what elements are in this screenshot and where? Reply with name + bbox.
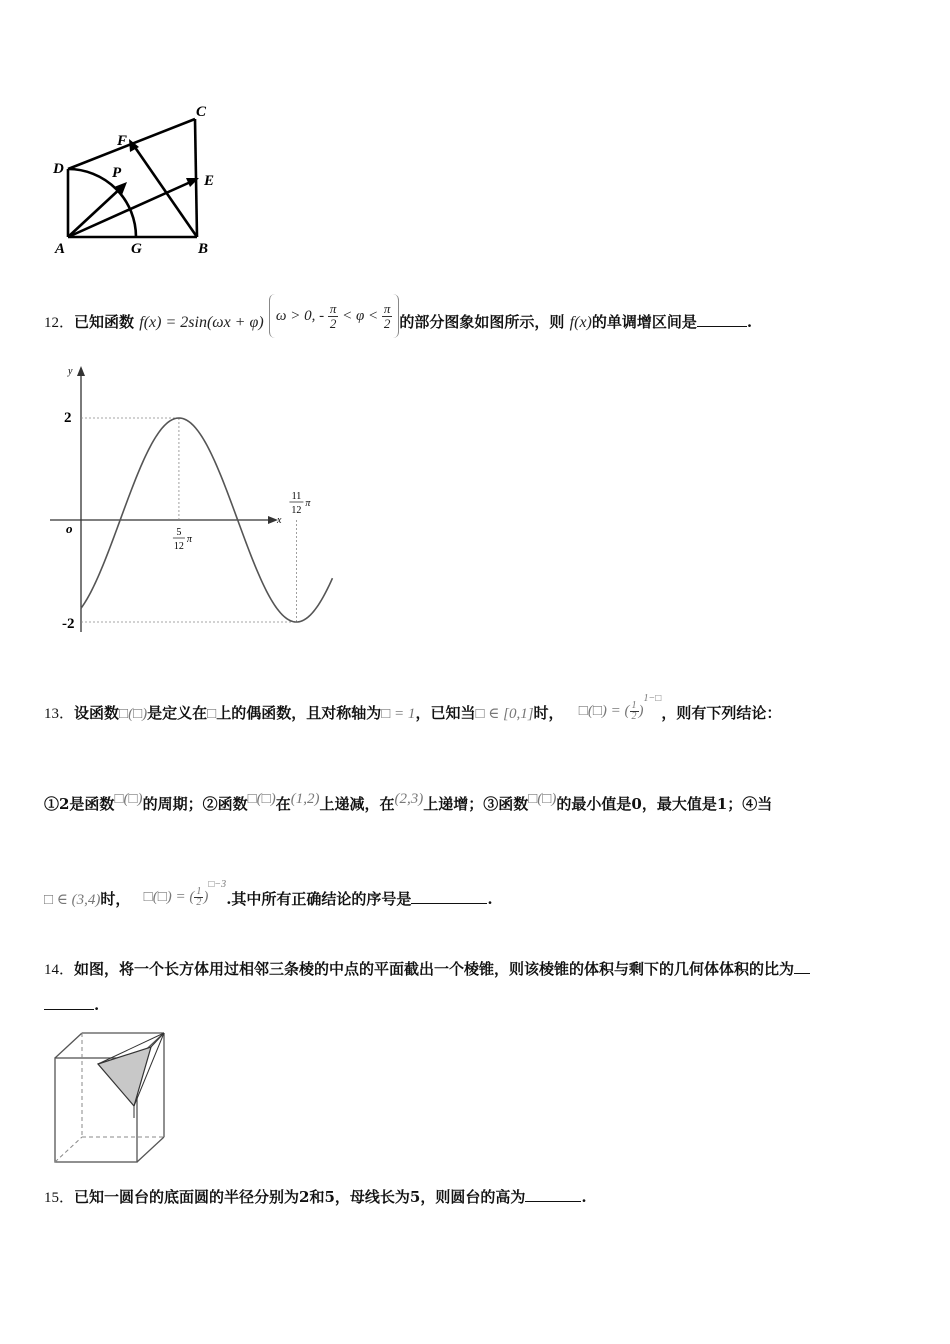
- cond-lt: < φ <: [342, 308, 379, 324]
- q15-text: 已知一圆台的底面圆的半径分别为2和5，母线长为5，则圆台的高为: [74, 1188, 526, 1206]
- q12-condition: [269, 294, 400, 338]
- q13-int12: (1,2): [290, 791, 320, 807]
- q13-s1: ①2是函数: [44, 795, 115, 813]
- question-13: [44, 692, 782, 725]
- cuboid-figure: [50, 1028, 175, 1168]
- pi-num2: π: [383, 301, 391, 317]
- x-axis-label: x: [277, 515, 282, 526]
- answer-blank[interactable]: [794, 959, 810, 974]
- q13-text2: 是定义在: [147, 704, 208, 722]
- xtick-min: [289, 491, 311, 516]
- q13-text4: ，已知当: [415, 704, 476, 722]
- xtick-min-den: 12: [291, 505, 302, 516]
- q12-text: 已知函数: [74, 313, 135, 331]
- question-15: [44, 1186, 587, 1209]
- question-number: 15．: [44, 1190, 75, 1206]
- q13-fx: □(□): [119, 706, 148, 722]
- xtick-max: [173, 527, 193, 552]
- q12-fx: f(x): [569, 314, 592, 331]
- q13-s3: 在: [275, 795, 291, 813]
- formula1-lhs: □(□) =: [578, 702, 621, 719]
- half-d2: 2: [196, 897, 202, 909]
- q13-end: .: [487, 890, 493, 908]
- q13-l3a: 时，: [100, 890, 131, 908]
- xtick-max-num: 5: [176, 527, 182, 538]
- question-number: 12．: [44, 315, 75, 331]
- q12-text3: 的单调增区间是: [591, 313, 697, 331]
- pi-num: π: [329, 301, 337, 317]
- quadrilateral-figure: [45, 98, 225, 263]
- xtick-min-num: 11: [291, 491, 302, 502]
- q13-text3: 上的偶函数，且对称轴为: [216, 704, 382, 722]
- question-12: [44, 301, 753, 338]
- xtick-max-pi: π: [186, 534, 192, 545]
- sine-chart: [40, 362, 311, 642]
- formula2-lhs: □(□) =: [143, 888, 186, 905]
- label-G: G: [131, 241, 142, 257]
- q13-int23: (2,3): [394, 791, 424, 807]
- q13-fx4: □(□): [528, 791, 557, 807]
- q14-end: .: [94, 996, 100, 1014]
- half-d: 2: [631, 711, 637, 723]
- y-axis-label: y: [68, 366, 73, 377]
- two-den2: 2: [383, 316, 391, 332]
- question-14: [44, 958, 810, 981]
- question-13-line2: [44, 788, 772, 815]
- question-13-line3: [44, 878, 493, 911]
- q13-text1: 设函数: [74, 704, 120, 722]
- q13-s2: 的周期；②函数: [142, 795, 248, 813]
- q12-end: .: [746, 313, 753, 331]
- ytick-min: -2: [62, 616, 75, 632]
- q13-text5: 时，: [533, 704, 564, 722]
- two-den: 2: [329, 316, 337, 332]
- label-D: D: [53, 161, 64, 177]
- q13-s5: 上递增；③函数: [423, 795, 529, 813]
- label-A: A: [55, 241, 66, 257]
- question-number: 14．: [44, 962, 75, 978]
- label-E: E: [204, 173, 215, 189]
- xtick-max-den: 12: [173, 541, 184, 552]
- q13-s4: 上递减，在: [319, 795, 395, 813]
- label-B: B: [198, 241, 209, 257]
- q13-fx3: □(□): [247, 791, 276, 807]
- answer-blank[interactable]: [525, 1187, 581, 1202]
- question-number: 13．: [44, 706, 75, 722]
- origin-label: o: [66, 521, 73, 536]
- y-axis-arrow: [77, 366, 85, 376]
- answer-blank-cont[interactable]: [44, 995, 94, 1010]
- q13-interval1: □ ∈ [0,1]: [475, 706, 534, 722]
- q13-domain: □: [207, 706, 217, 722]
- label-C: C: [196, 104, 207, 120]
- ytick-max: 2: [64, 410, 72, 426]
- cond-a: ω > 0, -: [275, 308, 325, 324]
- label-P: P: [112, 165, 122, 181]
- q13-formula1: □(□) = ( $\frac{1}{2}$ )$^{1-□}$: [578, 692, 662, 723]
- q14-text: 如图，将一个长方体用过相邻三条棱的中点的平面截出一个棱锥，则该棱锥的体积与剩下的几何体体积的比为: [74, 960, 795, 978]
- q15-end: .: [581, 1188, 587, 1206]
- half-n2: 1: [196, 886, 202, 898]
- half-n: 1: [631, 700, 637, 712]
- answer-blank[interactable]: [697, 312, 747, 327]
- q13-formula2: □(□) = ( $\frac{1}{2}$ )$^{□-3}$: [143, 878, 227, 909]
- q13-text6: ，则有下列结论：: [661, 704, 782, 722]
- q13-l3b: .其中所有正确结论的序号是: [226, 890, 412, 908]
- question-14-line2: [44, 994, 99, 1016]
- exp1: 1−□: [643, 692, 662, 704]
- exp2: □−3: [208, 878, 227, 890]
- q13-fx2: □(□): [114, 791, 143, 807]
- q13-axis: □ = 1: [381, 706, 416, 722]
- q12-function: f(x) = 2sin(ωx + φ): [139, 314, 264, 331]
- xtick-min-pi: π: [305, 498, 311, 509]
- q13-interval34: □ ∈ (3,4): [44, 892, 101, 908]
- q12-text2: 的部分图象如图所示，则: [399, 313, 565, 331]
- answer-blank[interactable]: [411, 889, 487, 904]
- q13-s6: 的最小值是0，最大值是1；④当: [556, 795, 773, 813]
- label-F: F: [117, 133, 128, 149]
